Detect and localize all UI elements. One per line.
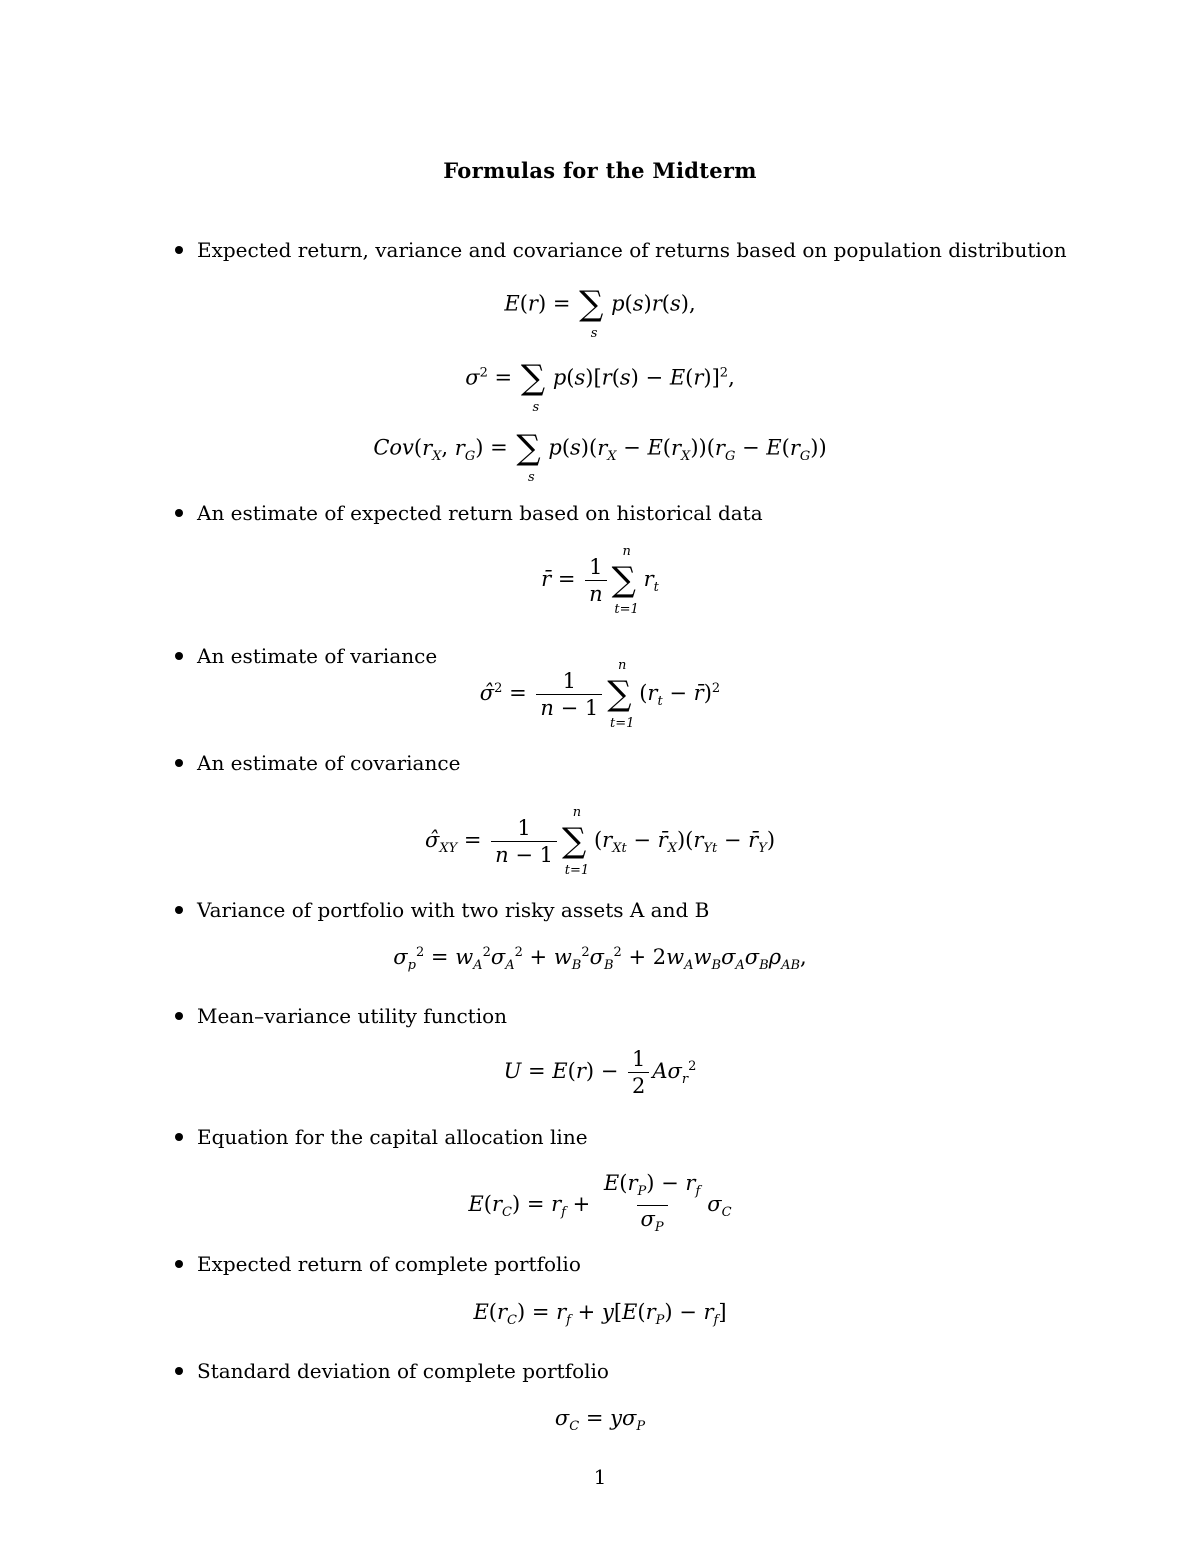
equation-cal: $E(r_C) = r_f$ + $\frac{E(r_P) - r_f}{\sigma_P}$ $\sigma_C$ <box>0 1170 1200 1241</box>
bullet-variance-estimate <box>175 643 437 669</box>
bullet-dot <box>175 906 183 914</box>
bullet-text: An estimate of variance <box>197 644 438 668</box>
equation-covariance: $Cov(r_X$, $r_G$) = ∑ s $p(s)(r_X - E(r_X))(r_G - E(r_G))$ <box>373 428 827 485</box>
bullet-dot <box>175 1012 183 1020</box>
bullet-population-formulas <box>175 237 1067 263</box>
bullet-text: Standard deviation of complete portfolio <box>197 1359 609 1383</box>
bullet-portfolio-variance <box>175 897 709 923</box>
bullet-text: Expected return, variance and covariance of returns based on population distribution <box>197 238 1067 262</box>
equation-utility: U = E(r) − $\frac{1}{2}$ $A\sigma_r^2$ <box>503 1047 697 1098</box>
equation-complete-return: $E(r_C) = r_f + y[E(r_P) - r_f]$ <box>473 1300 727 1329</box>
equation-sample-variance: σ̂$^2$ = $\frac{1}{n - 1}$ n ∑ t=1 ($r_t$ − r̄)$^2$ <box>479 657 721 731</box>
bullet-text: Variance of portfolio with two risky assets A and B <box>197 898 710 922</box>
equation-portfolio-variance: $\sigma_p^2 = w_A^2\sigma_A^2 + w_B^2\sigma_B^2 + 2w_Aw_B\sigma_A\sigma_B\rho_{AB}$, <box>393 945 807 974</box>
bullet-dot <box>175 759 183 767</box>
bullet-covariance-estimate <box>175 750 460 776</box>
equation-complete-sd: $\sigma_C = y\sigma_P$ <box>554 1406 646 1435</box>
bullet-complete-portfolio-return <box>175 1251 581 1277</box>
bullet-text: An estimate of covariance <box>197 751 461 775</box>
bullet-utility-function <box>175 1003 507 1029</box>
bullet-complete-portfolio-sd <box>175 1358 609 1384</box>
bullet-text: Equation for the capital allocation line <box>197 1125 588 1149</box>
bullet-dot <box>175 1260 183 1268</box>
bullet-text: Mean–variance utility function <box>197 1004 508 1028</box>
bullet-dot <box>175 246 183 254</box>
bullet-dot <box>175 652 183 660</box>
equation-sample-mean: r̄ = $\frac{1}{n}$ n ∑ t=1 $r_t$ <box>541 543 659 617</box>
equation-expected-return: E(r) = ∑ s p(s)r(s), <box>504 284 696 341</box>
bullet-dot <box>175 1133 183 1141</box>
page-number: 1 <box>593 1465 607 1489</box>
bullet-dot <box>175 509 183 517</box>
equation-variance: $\sigma^2$ = ∑ s $p(s)[r(s) - E(r)]^2$, <box>465 358 735 415</box>
bullet-text: An estimate of expected return based on historical data <box>197 501 763 525</box>
bullet-cal-equation <box>175 1124 588 1150</box>
page-title: Formulas for the Midterm <box>443 158 757 183</box>
equation-sample-covariance: $\sigmâ_{XY}$ = $\frac{1}{n - 1}$ n ∑ t=1 ($r_{Xt}$ − $r̄_X)(r_{Yt}$ − $r̄_Y$) <box>424 804 776 878</box>
bullet-text: Expected return of complete portfolio <box>197 1252 581 1276</box>
bullet-dot <box>175 1367 183 1375</box>
bullet-historical-mean <box>175 500 763 526</box>
